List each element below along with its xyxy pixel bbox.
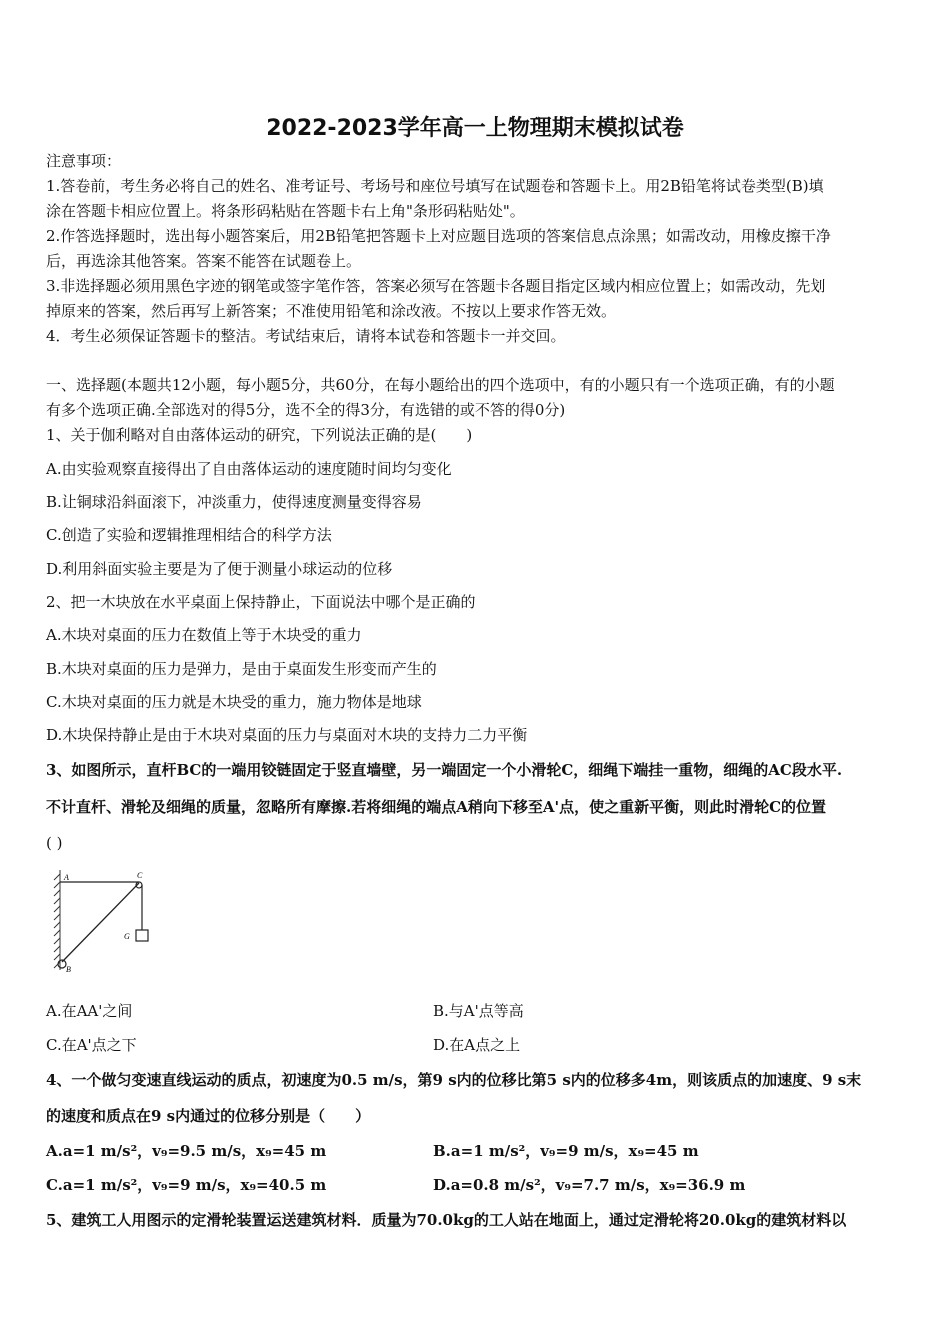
- question-2-option-b: B.木块对桌面的压力是弹力，是由于桌面发生形变而产生的: [46, 660, 437, 678]
- question-3-option-c: C.在A'点之下: [46, 1036, 137, 1054]
- label-a: A: [64, 873, 69, 882]
- question-4-stem: 4、一个做匀变速直线运动的质点，初速度为0.5 m/s，第9 s内的位移比第5 s内的位移多4m，则该质点的加速度、9 s末: [46, 1071, 862, 1089]
- label-c: C: [137, 871, 143, 880]
- notice-line: 掉原来的答案，然后再写上新答案；不准使用铅笔和涂改液。不按以上要求作答无效。: [46, 302, 617, 320]
- label-b: B: [66, 965, 71, 974]
- question-2-stem: 2、把一木块放在水平桌面上保持静止，下面说法中哪个是正确的: [46, 593, 476, 611]
- question-4-option-a: A.a=1 m/s²，v₉=9.5 m/s，x₉=45 m: [46, 1142, 327, 1160]
- question-5-stem: 5、建筑工人用图示的定滑轮装置运送建筑材料．质量为70.0kg的工人站在地面上，通过定滑轮将20.0kg的建筑材料以: [46, 1211, 847, 1229]
- question-1-option-d: D.利用斜面实验主要是为了便于测量小球运动的位移: [46, 560, 393, 578]
- label-g: G: [124, 932, 130, 941]
- notice-line: 2.作答选择题时，选出每小题答案后，用2B铅笔把答题卡上对应题目选项的答案信息点涂黑；如需改动，用橡皮擦干净: [46, 227, 831, 245]
- exam-title: 2022-2023学年高一上物理期末模拟试卷: [266, 116, 684, 141]
- section-heading: 一、选择题(本题共12小题，每小题5分，共60分，在每小题给出的四个选项中，有的小题只有一个选项正确，有的小题: [46, 376, 835, 394]
- question-3-stem: ( ): [46, 834, 63, 852]
- notice-line: 涂在答题卡相应位置上。将条形码粘贴在答题卡右上角"条形码粘贴处"。: [46, 202, 525, 220]
- question-3-option-d: D.在A点之上: [433, 1036, 521, 1054]
- question-2-option-c: C.木块对桌面的压力就是木块受的重力，施力物体是地球: [46, 693, 422, 711]
- section-heading: 有多个选项正确.全部选对的得5分，选不全的得3分，有选错的或不答的得0分): [46, 401, 566, 419]
- question-2-option-d: D.木块保持静止是由于木块对桌面的压力与桌面对木块的支持力二力平衡: [46, 726, 528, 744]
- question-3-option-b: B.与A'点等高: [433, 1002, 524, 1020]
- question-4-option-d: D.a=0.8 m/s²，v₉=7.7 m/s，x₉=36.9 m: [433, 1176, 746, 1194]
- notice-line: 4．考生必须保证答题卡的整洁。考试结束后，请将本试卷和答题卡一并交回。: [46, 327, 566, 345]
- question-3-option-a: A.在AA'之间: [46, 1002, 133, 1020]
- question-4-stem: 的速度和质点在9 s内通过的位移分别是（ ）: [46, 1107, 371, 1125]
- question-4-option-c: C.a=1 m/s²，v₉=9 m/s，x₉=40.5 m: [46, 1176, 327, 1194]
- question-4-option-b: B.a=1 m/s²，v₉=9 m/s，x₉=45 m: [433, 1142, 699, 1160]
- notice-heading: 注意事项：: [46, 152, 122, 170]
- rod-bc: [62, 883, 139, 962]
- wall-hatching: [54, 870, 60, 970]
- question-1-option-c: C.创造了实验和逻辑推理相结合的科学方法: [46, 526, 332, 544]
- question-1-stem: 1、关于伽利略对自由落体运动的研究，下列说法正确的是( ): [46, 426, 473, 444]
- notice-line: 后，再选涂其他答案。答案不能答在试题卷上。: [46, 252, 362, 270]
- question-1-option-b: B.让铜球沿斜面滚下，冲淡重力，使得速度测量变得容易: [46, 493, 422, 511]
- notice-line: 3.非选择题必须用黑色字迹的钢笔或签字笔作答，答案必须写在答题卡各题目指定区域内相应位置上；如需改动，先划: [46, 277, 826, 295]
- pulley-rod-figure: [50, 868, 155, 978]
- notice-line: 1.答卷前，考生务必将自己的姓名、准考证号、考场号和座位号填写在试题卷和答题卡上。用2B铅笔将试卷类型(B)填: [46, 177, 824, 195]
- question-3-stem: 不计直杆、滑轮及细绳的质量，忽略所有摩擦.若将细绳的端点A稍向下移至A'点，使之重新平衡，则此时滑轮C的位置: [46, 798, 827, 816]
- question-1-option-a: A.由实验观察直接得出了自由落体运动的速度随时间均匀变化: [46, 460, 452, 478]
- question-2-option-a: A.木块对桌面的压力在数值上等于木块受的重力: [46, 626, 362, 644]
- question-3-stem: 3、如图所示，直杆BC的一端用铰链固定于竖直墙壁，另一端固定一个小滑轮C，细绳下端挂一重物，细绳的AC段水平.: [46, 761, 843, 779]
- weight-g: [136, 930, 148, 941]
